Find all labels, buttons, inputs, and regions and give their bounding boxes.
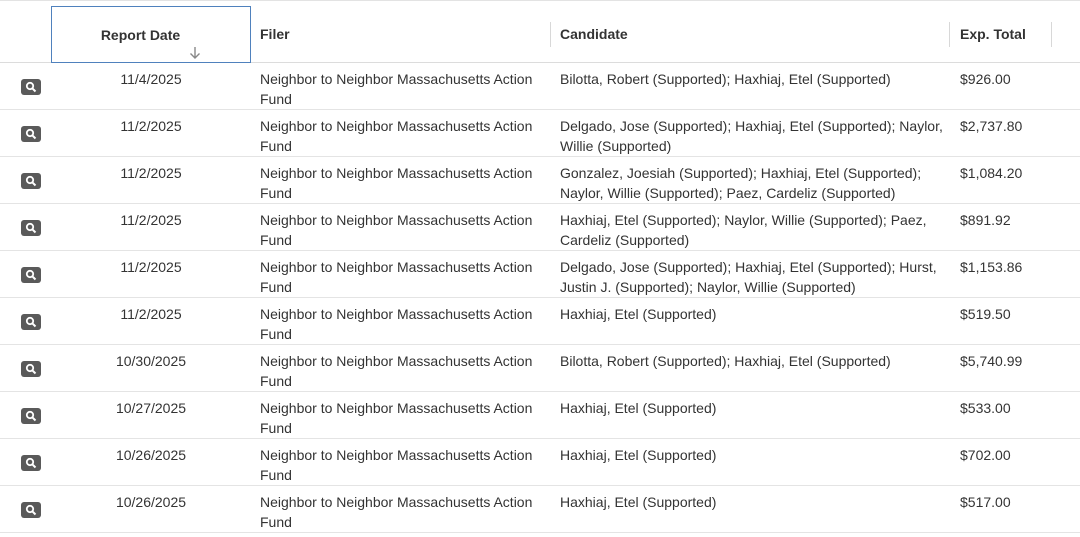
- table-row[interactable]: [0, 110, 1080, 157]
- filer-cell: Neighbor to Neighbor Massachusetts Action Fund: [260, 259, 533, 295]
- column-header-label: Candidate: [560, 26, 628, 42]
- report-date-cell: 11/2/2025: [120, 118, 182, 134]
- filer-cell: Neighbor to Neighbor Massachusetts Action Fund: [260, 71, 533, 107]
- table-row[interactable]: [0, 204, 1080, 251]
- column-resize-handle[interactable]: [1051, 22, 1052, 47]
- arrow-down-icon[interactable]: [189, 27, 201, 41]
- report-date-cell: 11/2/2025: [120, 165, 182, 181]
- view-details-button[interactable]: [21, 267, 41, 283]
- report-date-cell: 10/30/2025: [115, 353, 187, 369]
- exp-total-cell: $2,737.80: [960, 118, 1023, 134]
- candidate-cell: Gonzalez, Joesiah (Supported); Haxhiaj, Etel (Supported); Naylor, Willie (Supported); Paez, Cardeliz (Supported): [560, 165, 922, 201]
- report-date-cell: 11/4/2025: [120, 71, 182, 87]
- filer-cell: Neighbor to Neighbor Massachusetts Action Fund: [260, 118, 533, 154]
- exp-total-cell: $1,153.86: [960, 259, 1023, 275]
- exp-total-cell: $533.00: [960, 400, 1011, 416]
- view-details-button[interactable]: [21, 455, 41, 471]
- exp-total-cell: $702.00: [960, 447, 1011, 463]
- table-row[interactable]: [0, 298, 1080, 345]
- table-row[interactable]: [0, 251, 1080, 298]
- report-date-cell: 10/26/2025: [115, 494, 187, 510]
- report-date-cell: 11/2/2025: [120, 259, 182, 275]
- table-row[interactable]: [0, 345, 1080, 392]
- column-header-label: Report Date: [100, 27, 181, 43]
- report-date-cell: 11/2/2025: [120, 306, 182, 322]
- table-row[interactable]: [0, 157, 1080, 204]
- candidate-cell: Delgado, Jose (Supported); Haxhiaj, Etel (Supported); Naylor, Willie (Supported): [560, 118, 943, 154]
- view-details-button[interactable]: [21, 173, 41, 189]
- column-header-candidate[interactable]: [551, 6, 950, 62]
- column-header-label: Filer: [260, 26, 290, 42]
- view-details-button[interactable]: [21, 361, 41, 377]
- candidate-cell: Haxhiaj, Etel (Supported): [560, 447, 717, 463]
- filer-cell: Neighbor to Neighbor Massachusetts Action Fund: [260, 306, 533, 342]
- report-date-cell: 10/27/2025: [115, 400, 187, 416]
- table-row[interactable]: [0, 63, 1080, 110]
- view-details-button[interactable]: [21, 220, 41, 236]
- table-header: [0, 6, 1080, 63]
- report-date-cell: 11/2/2025: [120, 212, 182, 228]
- column-header-report-date[interactable]: [51, 6, 251, 63]
- candidate-cell: Haxhiaj, Etel (Supported): [560, 306, 717, 322]
- candidate-cell: Haxhiaj, Etel (Supported); Naylor, Willie (Supported); Paez, Cardeliz (Supported): [560, 212, 927, 248]
- view-details-button[interactable]: [21, 408, 41, 424]
- table-row[interactable]: [0, 392, 1080, 439]
- candidate-cell: Bilotta, Robert (Supported); Haxhiaj, Etel (Supported): [560, 353, 891, 369]
- view-details-button[interactable]: [21, 126, 41, 142]
- candidate-cell: Haxhiaj, Etel (Supported): [560, 400, 717, 416]
- exp-total-cell: $1,084.20: [960, 165, 1023, 181]
- column-header-filer[interactable]: [251, 6, 551, 62]
- filer-cell: Neighbor to Neighbor Massachusetts Action Fund: [260, 494, 533, 530]
- filer-cell: Neighbor to Neighbor Massachusetts Action Fund: [260, 212, 533, 248]
- view-details-button[interactable]: [21, 502, 41, 518]
- view-details-button[interactable]: [21, 314, 41, 330]
- column-header-label: Exp. Total: [960, 26, 1026, 42]
- filer-cell: Neighbor to Neighbor Massachusetts Action Fund: [260, 400, 533, 436]
- filer-cell: Neighbor to Neighbor Massachusetts Action Fund: [260, 165, 533, 201]
- exp-total-cell: $5,740.99: [960, 353, 1023, 369]
- filer-cell: Neighbor to Neighbor Massachusetts Action Fund: [260, 447, 533, 483]
- column-header-exp-total[interactable]: [950, 6, 1052, 62]
- report-date-cell: 10/26/2025: [115, 447, 187, 463]
- exp-total-cell: $517.00: [960, 494, 1011, 510]
- table-row[interactable]: [0, 486, 1080, 533]
- exp-total-cell: $519.50: [960, 306, 1011, 322]
- filer-cell: Neighbor to Neighbor Massachusetts Action Fund: [260, 353, 533, 389]
- candidate-cell: Bilotta, Robert (Supported); Haxhiaj, Etel (Supported): [560, 71, 891, 87]
- candidate-cell: Delgado, Jose (Supported); Haxhiaj, Etel (Supported); Hurst, Justin J. (Supported); Naylor, Willie (Supported): [560, 259, 937, 295]
- candidate-cell: Haxhiaj, Etel (Supported): [560, 494, 717, 510]
- view-details-button[interactable]: [21, 79, 41, 95]
- exp-total-cell: $891.92: [960, 212, 1011, 228]
- table-row[interactable]: [0, 439, 1080, 486]
- exp-total-cell: $926.00: [960, 71, 1011, 87]
